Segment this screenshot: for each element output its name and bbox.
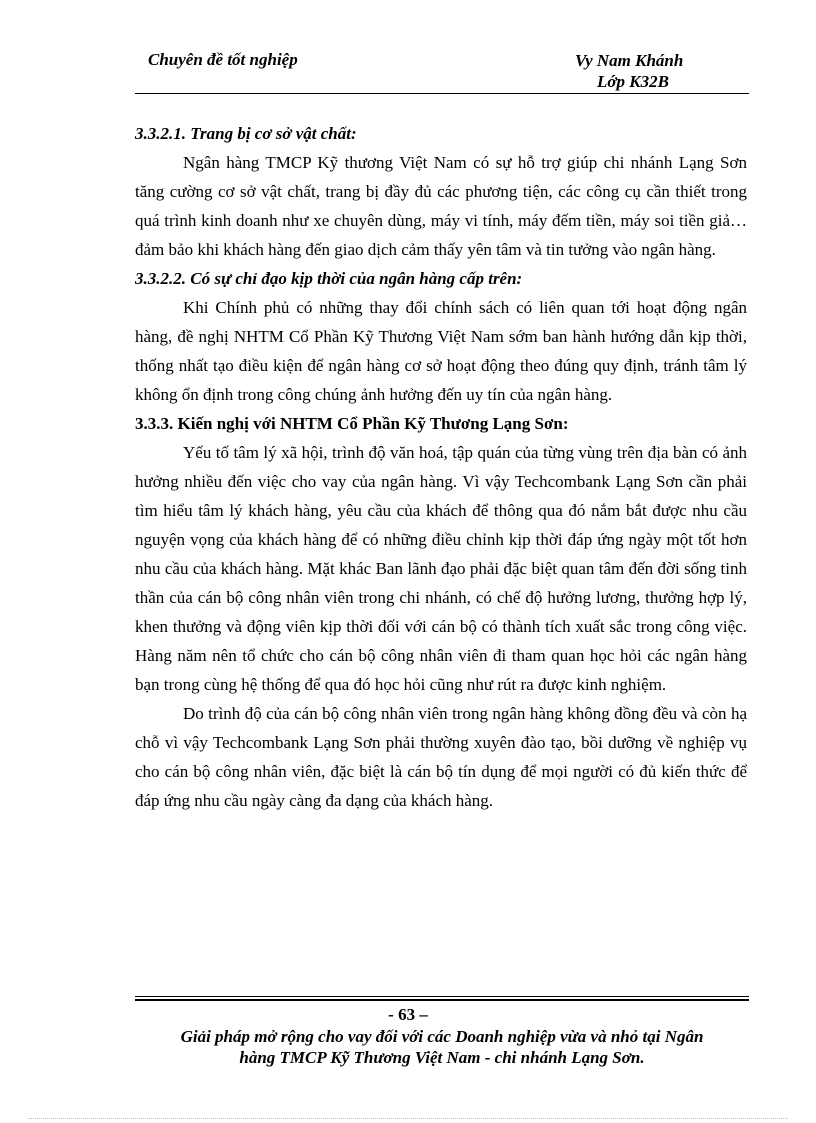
section-heading-3-3-2-2: 3.3.2.2. Có sự chỉ đạo kịp thời của ngân hàng cấp trên: [135, 269, 523, 288]
header-author-block [575, 50, 683, 92]
header-document-type: Chuyên đề tốt nghiệp [148, 50, 298, 69]
section-heading-3-3-2-1: 3.3.2.1. Trang bị cơ sở vật chất: [135, 124, 357, 143]
paragraph: Yếu tố tâm lý xã hội, trình độ văn hoá, tập quán của từng vùng trên địa bàn có ảnh hưởng nhiều đến việc cho vay của ngân hàng. Vì vậy Techcombank Lạng Sơn cần phải tìm hiểu tâm lý khách hàng, yêu cầu của khách để thông qua đó nắm bắt được nhu cầu nguyện vọng của khách hàng để có những điều chỉnh kịp thời đáp ứng ngày một tốt hơn nhu cầu của khách hàng. Mặt khác Ban lãnh đạo phải đặc biệt quan tâm đến đời sống tinh thần của cán bộ công nhân viên trong chi nhánh, có chế độ hưởng lương, thưởng hợp lý, khen thưởng và động viên kịp thời đối với cán bộ có thành tích xuất sắc trong công việc. Hàng năm nên tổ chức cho cán bộ công nhân viên đi tham quan học hỏi các ngân hàng bạn trong cùng hệ thống để qua đó học hỏi cũng như rút ra được kinh nghiệm. [135, 443, 747, 694]
footer-title-line-1: Giải pháp mở rộng cho vay đối với các Doanh nghiệp vừa và nhỏ tại Ngân [180, 1027, 704, 1046]
paragraph: Do trình độ của cán bộ công nhân viên trong ngân hàng không đồng đều và còn hạ chỗ vì vậy Techcombank Lạng Sơn phải thường xuyên đào tạo, bồi dưỡng về nghiệp vụ cho cán bộ công nhân viên, đặc biệt là cán bộ tín dụng để mọi người có đủ kiến thức để đáp ứng nhu cầu ngày càng đa dạng của khách hàng. [135, 704, 747, 810]
footer-title-line-2: hàng TMCP Kỹ Thương Việt Nam - chi nhánh Lạng Sơn. [239, 1048, 645, 1067]
document-body [135, 119, 747, 815]
header-author-name: Vy Nam Khánh [575, 51, 684, 70]
page-bottom-edge [28, 1118, 788, 1119]
footer-divider-thin [135, 996, 749, 997]
footer-thesis-title [135, 1026, 749, 1068]
paragraph: Khi Chính phủ có những thay đổi chính sách có liên quan tới hoạt động ngân hàng, đề nghị NHTM Cổ Phần Kỹ Thương Việt Nam sớm ban hành hướng dẫn kịp thời, thống nhất tạo điều kiện để ngân hàng cơ sở hoạt động theo đúng quy định, tránh tâm lý không ổn định trong công chúng ảnh hưởng đến uy tín của ngân hàng. [135, 298, 747, 404]
footer-divider-thick [135, 999, 749, 1001]
page-number: - 63 – [388, 1005, 428, 1024]
header-divider [135, 93, 749, 94]
paragraph: Ngân hàng TMCP Kỹ thương Việt Nam có sự hỗ trợ giúp chi nhánh Lạng Sơn tăng cường cơ sở vật chất, trang bị đầy đủ các phương tiện, các công cụ cần thiết trong quá trình kinh doanh như xe chuyên dùng, máy vi tính, máy đếm tiền, máy soi tiền giả… đảm bảo khi khách hàng đến giao dịch cảm thấy yên tâm và tin tưởng vào ngân hàng. [135, 153, 747, 259]
header-class: Lớp K32B [597, 72, 669, 91]
section-heading-3-3-3: 3.3.3. Kiến nghị với NHTM Cổ Phần Kỹ Thương Lạng Sơn: [135, 414, 569, 433]
